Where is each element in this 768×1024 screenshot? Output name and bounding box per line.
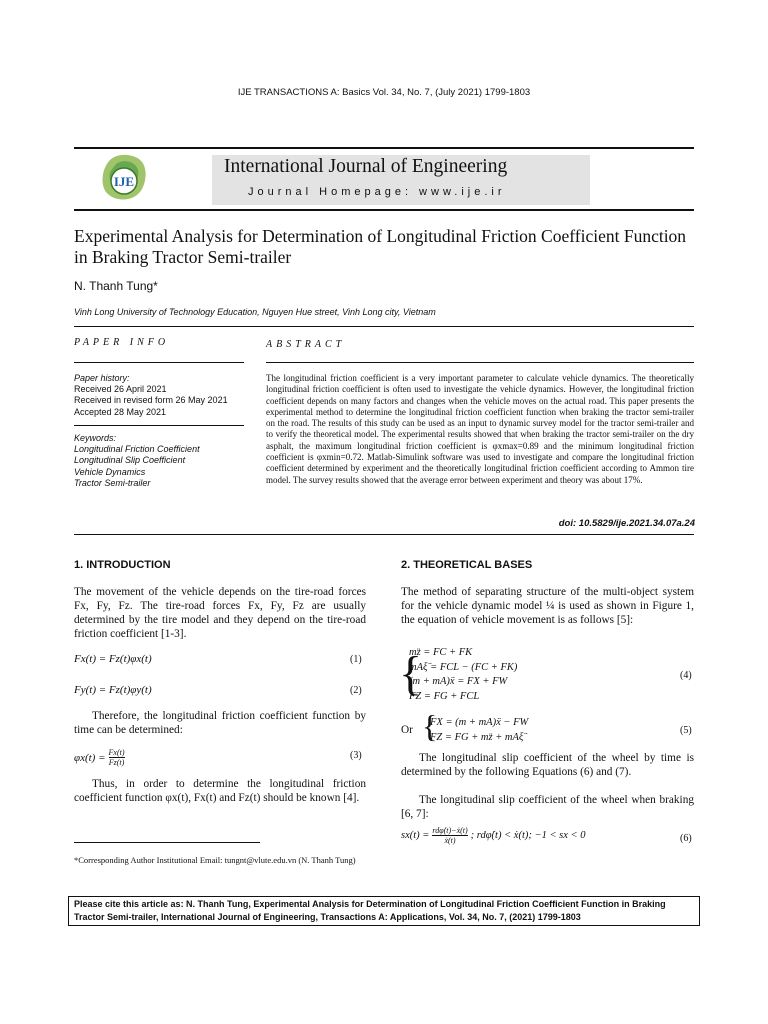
footnote: *Corresponding Author Institutional Email: tungnt@vlute.edu.vn (N. Thanh Tung) xyxy=(74,855,356,865)
equation-3-numerator: Fx(t) xyxy=(108,748,125,757)
equation-5-number: (5) xyxy=(680,725,692,736)
history-received: Received 26 April 2021 xyxy=(74,384,167,395)
equation-3-number: (3) xyxy=(350,750,362,761)
equation-3-lhs: φx(t) = xyxy=(74,751,106,764)
equation-4: { mz̈ = FC + FK mAξ̈ = FCL − (FC + FK) (m + mA)ẍ = FX + FW FZ = FG + FCL xyxy=(399,646,689,708)
equation-6-lhs: sx(t) = xyxy=(401,830,430,841)
journal-homepage: Journal Homepage: www.ije.ir xyxy=(248,186,506,198)
equation-4-line: mz̈ = FC + FK xyxy=(409,647,473,658)
bottom-rule xyxy=(74,209,694,211)
author: N. Thanh Tung* xyxy=(74,279,158,293)
history-accepted: Accepted 28 May 2021 xyxy=(74,406,167,417)
theory-heading: 2. THEORETICAL BASES xyxy=(401,559,533,571)
intro-paragraph-3: Thus, in order to determine the longitudinal friction coefficient function φx(t), Fx(t) and Fz(t) should be known [4]. xyxy=(74,778,366,804)
history-label: Paper history: xyxy=(74,373,130,383)
ije-logo-icon xyxy=(96,150,152,206)
equation-4-line: (m + mA)ẍ = FX + FW xyxy=(409,676,508,687)
equation-5: { FX = (m + mA)ẍ − FW FZ = FG + mz̈ + mAξ̈ xyxy=(422,708,529,744)
doi: doi: 10.5829/ije.2021.34.07a.24 xyxy=(558,518,695,529)
intro-paragraph-1: The movement of the vehicle depends on the tire-road forces Fx, Fy, Fz. The tire-road forces Fx, Fy, Fz are usually determined by the tire model and they depend on the tire-road friction coefficient [1-3]. xyxy=(74,586,366,640)
equation-5-line: FZ = FG + mz̈ + mAξ̈ xyxy=(430,731,524,743)
equation-1-number: (1) xyxy=(350,654,362,665)
affil-rule xyxy=(74,326,694,327)
equation-4-number: (4) xyxy=(680,670,692,681)
equation-3-denominator: Fz(t) xyxy=(108,758,125,767)
theory-paragraph-3: The longitudinal slip coefficient of the wheel when braking [6, 7]: xyxy=(401,794,694,820)
paper-info-rule xyxy=(74,362,244,363)
keyword-item: Longitudinal Slip Coefficient xyxy=(74,455,186,466)
top-rule xyxy=(74,147,694,149)
affiliation: Vinh Long University of Technology Education, Nguyen Hue street, Vinh Long city, Vietnam xyxy=(74,307,436,317)
abstract-text: The longitudinal friction coefficient is a very important parameter to calculate vehicle dynamics. The theoretically longitudinal friction coefficient is often used to investigate the vehicle dynamics. However, the longitudinal friction coefficient depends on many factors and changes when the vehicle moves on the actual road. This paper presents the experimental method to determine the longitudinal friction coefficient function when braking the tractor semi-trailer on the road. The results of this study can be used as an input to dynamic survey model for the tractor semi-trailer and to verify the theoretical model. The experimental results showed that when braking the tractor semi-trailer on the dry asphalt, the maximum longitudinal friction coefficient is φxmax=0.89 and the minimum longitudinal friction coefficient is φxmin=0.72. Matlab-Simulink software was used to investigate and compare the longitudinal friction coefficient determined by experiment and the theoretically longitudinal friction coefficient according to Ammon tire model. The survey results showed that the average error between experiment and theory was about 17%. xyxy=(266,373,694,485)
equation-6-numerator: rdφ̇(t)−ẋ(t) xyxy=(432,826,468,835)
keywords xyxy=(74,433,249,489)
intro-paragraph-2: Therefore, the longitudinal friction coefficient function by time can be determined: xyxy=(74,710,366,736)
equation-6-fraction xyxy=(432,826,467,845)
equation-6-number: (6) xyxy=(680,833,692,844)
paper-info-heading: PAPER INFO xyxy=(74,337,170,348)
theory-paragraph-1: The method of separating structure of the multi-object system for the vehicle dynamic model ¼ is used as shown in Figure 1, the equation of vehicle movement is as follows [5]: xyxy=(401,586,694,626)
equation-4-line: mAξ̈ = FCL − (FC + FK) xyxy=(409,661,518,673)
equation-3 xyxy=(74,748,125,767)
keywords-label: Keywords: xyxy=(74,433,117,443)
equation-4-line: FZ = FG + FCL xyxy=(409,690,480,702)
abstract-bottom-rule xyxy=(74,534,694,535)
equation-6 xyxy=(401,826,586,845)
equation-3-fraction xyxy=(109,748,125,767)
history-revised: Received in revised form 26 May 2021 xyxy=(74,395,228,406)
paper-title: Experimental Analysis for Determination of Longitudinal Friction Coefficient Function in Braking Tractor Semi-trailer xyxy=(74,226,687,267)
citation-box: Please cite this article as: N. Thanh Tung, Experimental Analysis for Determination of Longitudinal Friction Coefficient Function in Braking Tractor Semi-trailer, International Journal of Engineering, Transactions A: Applications, Vol. 34, No. 7, (2021) 1799-1803 xyxy=(68,896,700,926)
theory-paragraph-2: The longitudinal slip coefficient of the wheel by time is determined by the following Equations (6) and (7). xyxy=(401,752,694,778)
paper-history xyxy=(74,373,249,418)
logo-text: IJE xyxy=(113,174,135,189)
journal-title: International Journal of Engineering xyxy=(224,156,508,177)
footnote-rule xyxy=(74,842,260,843)
keyword-item: Vehicle Dynamics xyxy=(74,466,146,477)
equation-5-line: FX = (m + mA)ẍ − FW xyxy=(430,717,529,728)
equation-6-denominator: ẋ(t) xyxy=(444,836,456,845)
intro-heading: 1. INTRODUCTION xyxy=(74,559,171,571)
abstract-rule xyxy=(266,362,694,363)
equation-1: Fx(t) = Fz(t)φx(t) xyxy=(74,653,152,665)
equation-2-number: (2) xyxy=(350,685,362,696)
keywords-rule xyxy=(74,425,244,426)
abstract-heading: ABSTRACT xyxy=(266,339,346,350)
equation-6-rhs: ; rdφ̇(t) < ẋ(t); −1 < sx < 0 xyxy=(470,830,586,841)
equation-2: Fy(t) = Fz(t)φy(t) xyxy=(74,684,152,696)
or-label: Or xyxy=(401,724,413,736)
keyword-item: Longitudinal Friction Coefficient xyxy=(74,444,200,455)
keyword-item: Tractor Semi-trailer xyxy=(74,477,151,488)
running-header: IJE TRANSACTIONS A: Basics Vol. 34, No. 7, (July 2021) 1799-1803 xyxy=(237,87,531,98)
